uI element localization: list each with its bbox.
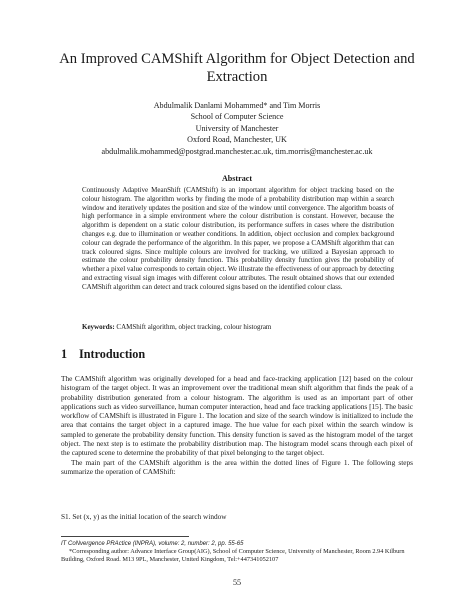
journal-citation: IT CoNvergence PRActice (INPRA), volume: 2, number: 2, pp. 55-65 xyxy=(61,541,244,547)
author-names: Abdulmalik Danlami Mohammed* and Tim Morris xyxy=(153,101,321,110)
footnote-divider xyxy=(61,536,189,537)
author-university: University of Manchester xyxy=(195,123,279,133)
paper-title-line: Extraction xyxy=(206,69,268,85)
abstract-heading: Abstract xyxy=(221,174,253,183)
section-title: Introduction xyxy=(79,347,146,361)
section-heading xyxy=(61,347,145,362)
author-emails: abdulmalik.mohammed@postgrad.manchester.ac.uk, tim.morris@manchester.ac.uk xyxy=(101,146,373,156)
paper-title xyxy=(40,50,434,86)
page-number: 55 xyxy=(232,578,242,587)
intro-paragraph: The main part of the CAMShift algorithm is the area within the dotted lines of Figure 1. The following steps summarize the operation of CAMShift: xyxy=(61,457,413,476)
author-school: School of Computer Science xyxy=(190,112,284,122)
keywords-label: Keywords: xyxy=(82,323,115,331)
abstract-text: Continuously Adaptive MeanShift (CAMShift) is an important algorithm for object tracking based on the colour histogram. The algorithm works by finding the mode of a probability distribution map within a search window and iteratively updates the position and size of the window until convergence. The algorithm boasts of high performance in a simple environment where the colour distribution is constant. However, because the algorithm is dependent on a static colour distribution, its performance suffers in cases where the distribution changes e.g. due to illumination or weather conditions. In addition, object occlusion and complex background colour can degrade the performance of the algorithm. In this paper, we propose a CAMShift algorithm that can track coloured signs. Since multiple colours are involved for tracking, we utilized a Bayesian approach to estimate the colour probability density function. This probability density function gives the probability of whether a pixel value corresponds to certain object. We illustrate the effectiveness of our approach by detecting and extracting visual sign images with different colour attributes. The result obtained shows that our extended CAMShift algorithm can detect and track coloured signs based on the identified colour class. xyxy=(82,186,394,291)
paper-title-line: An Improved CAMShift Algorithm for Object Detection and xyxy=(59,51,415,67)
footnotes xyxy=(61,540,413,565)
author-address: Oxford Road, Manchester, UK xyxy=(187,135,287,145)
intro-paragraph: The CAMShift algorithm was originally developed for a head and face-tracking application [12] based on the colour histogram of the target object. It was an improvement over the traditional mean shift algorithm that finds the peak of a probability distribution generated from a colour histogram. The algorithm is used as an important part of other applications such as video surveillance, human computer interaction, head and face tracking applications [15]. The basic workflow of CAMShift is illustrated in Figure 1. The location and size of the search window is initialized to include the area that contains the target object in a captured image. The hue value for each pixel within the search window is sampled to generate the probability density function. This density function is saved as the histogram model of the target object. The next step is to estimate the probability distribution map. The histogram model scans through each pixel of the captured scene to determine the probability of that pixel belonging to the target object. xyxy=(61,374,413,458)
intro-body xyxy=(61,374,413,476)
keywords xyxy=(82,323,394,332)
corresponding-author-note: *Corresponding author: Advance Interface Group(AIG), School of Computer Science, University of Manchester, Room 2.94 Kilburn Building, Oxford Road. M13 9PL, Manchester, United Kingdom, Tel:+447341052107 xyxy=(61,548,405,564)
algorithm-step: S1. Set (x, y) as the initial location of the search window xyxy=(61,512,227,521)
section-number: 1 xyxy=(61,347,68,361)
keywords-text: CAMShift algorithm, object tracking, colour histogram xyxy=(116,323,272,331)
author-block xyxy=(40,100,434,157)
